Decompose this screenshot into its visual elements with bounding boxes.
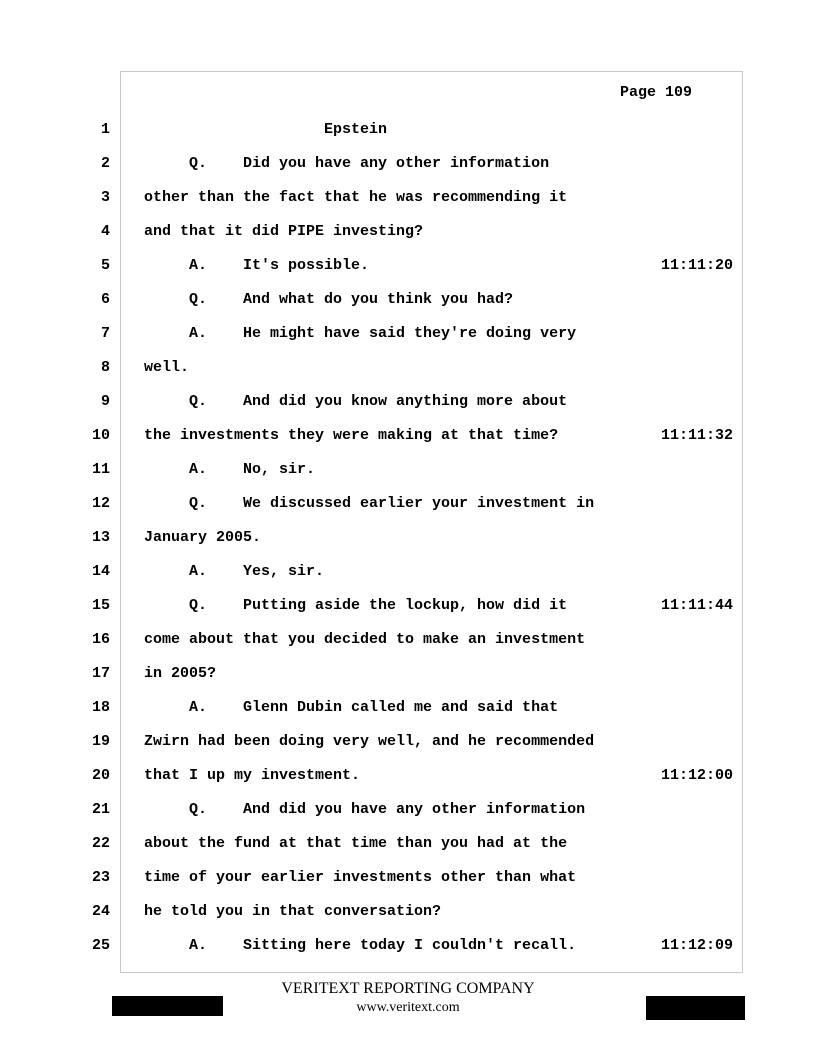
line-text: Q. And what do you think you had? bbox=[144, 291, 514, 308]
transcript-line bbox=[0, 732, 816, 766]
line-number: 24 bbox=[91, 903, 110, 920]
line-text: Zwirn had been doing very well, and he recommended bbox=[144, 733, 595, 750]
line-text: come about that you decided to make an investment bbox=[144, 631, 586, 648]
line-text: January 2005. bbox=[144, 529, 262, 546]
line-number: 12 bbox=[91, 495, 110, 512]
transcript-line bbox=[0, 800, 816, 834]
line-text: A. He might have said they're doing very bbox=[144, 325, 577, 342]
transcript-line bbox=[0, 630, 816, 664]
transcript-line bbox=[0, 834, 816, 868]
line-number: 16 bbox=[91, 631, 110, 648]
transcript-line bbox=[0, 222, 816, 256]
redaction-bar-right bbox=[646, 996, 745, 1020]
transcript-line bbox=[0, 188, 816, 222]
transcript-line bbox=[0, 358, 816, 392]
transcript-line bbox=[0, 154, 816, 188]
line-number: 15 bbox=[91, 597, 110, 614]
transcript-line bbox=[0, 664, 816, 698]
line-number: 19 bbox=[91, 733, 110, 750]
line-number: 7 bbox=[100, 325, 110, 342]
timestamp: 11:11:20 bbox=[661, 257, 734, 274]
line-text: A. No, sir. bbox=[144, 461, 316, 478]
page-number: Page 109 bbox=[620, 84, 693, 101]
line-text: well. bbox=[144, 359, 190, 376]
line-number: 9 bbox=[100, 393, 110, 410]
line-number: 23 bbox=[91, 869, 110, 886]
line-text: he told you in that conversation? bbox=[144, 903, 442, 920]
transcript-line bbox=[0, 460, 816, 494]
footer-company: VERITEXT REPORTING COMPANY bbox=[281, 980, 535, 997]
line-text: and that it did PIPE investing? bbox=[144, 223, 424, 240]
line-number: 6 bbox=[100, 291, 110, 308]
line-number: 14 bbox=[91, 563, 110, 580]
line-text: A. Glenn Dubin called me and said that bbox=[144, 699, 559, 716]
transcript-line bbox=[0, 936, 816, 970]
line-number: 22 bbox=[91, 835, 110, 852]
timestamp: 11:11:32 bbox=[661, 427, 734, 444]
transcript-line bbox=[0, 120, 816, 154]
line-number: 20 bbox=[91, 767, 110, 784]
line-text: Q. Did you have any other information bbox=[144, 155, 550, 172]
line-number: 8 bbox=[100, 359, 110, 376]
redaction-bar-left bbox=[112, 996, 223, 1016]
transcript-line bbox=[0, 256, 816, 290]
transcript-line bbox=[0, 596, 816, 630]
line-text: other than the fact that he was recommending it bbox=[144, 189, 568, 206]
line-number: 25 bbox=[91, 937, 110, 954]
line-number: 17 bbox=[91, 665, 110, 682]
line-number: 3 bbox=[100, 189, 110, 206]
line-text: A. Yes, sir. bbox=[144, 563, 325, 580]
line-text: the investments they were making at that time? bbox=[144, 427, 559, 444]
line-text: in 2005? bbox=[144, 665, 217, 682]
transcript-line bbox=[0, 766, 816, 800]
line-number: 11 bbox=[91, 461, 110, 478]
transcript-line bbox=[0, 528, 816, 562]
transcript-line bbox=[0, 562, 816, 596]
timestamp: 11:12:00 bbox=[661, 767, 734, 784]
transcript-line bbox=[0, 426, 816, 460]
line-text: A. Sitting here today I couldn't recall. bbox=[144, 937, 577, 954]
transcript-line bbox=[0, 392, 816, 426]
transcript-line bbox=[0, 494, 816, 528]
transcript-line bbox=[0, 868, 816, 902]
line-text: about the fund at that time than you had at the bbox=[144, 835, 568, 852]
transcript-line bbox=[0, 698, 816, 732]
line-text: Q. We discussed earlier your investment in bbox=[144, 495, 595, 512]
line-number: 21 bbox=[91, 801, 110, 818]
line-number: 2 bbox=[100, 155, 110, 172]
footer-website: www.veritext.com bbox=[356, 1000, 460, 1015]
timestamp: 11:12:09 bbox=[661, 937, 734, 954]
line-text: that I up my investment. bbox=[144, 767, 361, 784]
line-text: time of your earlier investments other than what bbox=[144, 869, 577, 886]
transcript-line bbox=[0, 902, 816, 936]
line-text: Q. Putting aside the lockup, how did it bbox=[144, 597, 568, 614]
line-text: Q. And did you have any other information bbox=[144, 801, 586, 818]
line-text: Epstein bbox=[144, 121, 388, 138]
line-number: 1 bbox=[100, 121, 110, 138]
line-number: 10 bbox=[91, 427, 110, 444]
line-number: 18 bbox=[91, 699, 110, 716]
transcript-line bbox=[0, 290, 816, 324]
line-number: 4 bbox=[100, 223, 110, 240]
line-number: 13 bbox=[91, 529, 110, 546]
timestamp: 11:11:44 bbox=[661, 597, 734, 614]
transcript-line bbox=[0, 324, 816, 358]
line-text: Q. And did you know anything more about bbox=[144, 393, 568, 410]
line-text: A. It's possible. bbox=[144, 257, 370, 274]
line-number: 5 bbox=[100, 257, 110, 274]
